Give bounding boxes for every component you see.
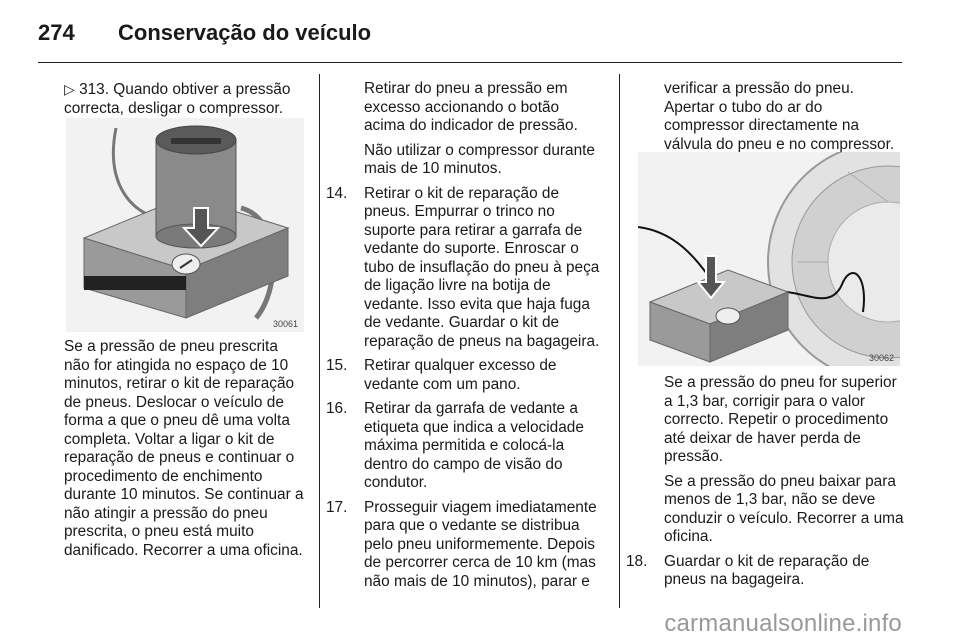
- step-number: 14.: [326, 184, 348, 202]
- pressure-note-1: Se a pressão do pneu for superior a 1,3 bar, corrigir para o valor correcto. Repetir o procedimento até deixar de haver perda de pressão.: [664, 374, 897, 465]
- continued-step-text: verificar a pressão do pneu. Apertar o tubo do ar do compressor directamente na válvula do pneu e no compressor.: [664, 80, 895, 153]
- continued-step-17: [626, 80, 906, 154]
- step-text: Prosseguir viagem imediatamente para que o vedante se distribua pelo pneu uniformemente. Depois de percorrer cerca de 10 km (mas não mais de 10 minutos), parar e: [364, 498, 597, 590]
- page-header: [38, 14, 902, 54]
- list-item: [326, 499, 602, 592]
- section-title: Conservação do veículo: [118, 20, 372, 45]
- compressor-figure: [66, 118, 304, 332]
- header-rule: [38, 62, 902, 63]
- pressure-notes: [626, 374, 908, 547]
- intro-text: 313. Quando obtiver a pressão correcta, desligar o compressor.: [64, 81, 291, 117]
- list-item: [326, 400, 602, 493]
- intro-paragraph: [64, 80, 304, 118]
- step-number: 15.: [326, 357, 348, 374]
- list-item: [326, 357, 602, 394]
- list-item: [326, 185, 602, 352]
- list-item: [626, 553, 908, 590]
- step-text: Retirar da garrafa de vedante a etiqueta que indica a velocidade máxima permitida e colocá-la dentro do campo de visão do condutor.: [364, 400, 584, 491]
- continued-step-text-1: Retirar do pneu a pressão em excesso accionando o botão acima do indicador de pressão.: [364, 80, 578, 134]
- column-divider-1: [319, 74, 320, 608]
- step-text: Retirar o kit de reparação de pneus. Empurrar o trinco no suporte para retirar a garrafa de vedante do suporte. Enroscar o tubo de insuflação do pneu à peça de ligação livre na botija de vedante. Isso evita que haja fuga de vedante. Guardar o kit de reparação de pneus na bagageira.: [364, 184, 600, 350]
- step-text: Retirar qualquer excesso de vedante com um pano.: [364, 357, 557, 393]
- step-number: 16.: [326, 400, 348, 417]
- step-text: Guardar o kit de reparação de pneus na bagageira.: [664, 552, 870, 588]
- continued-step-13: [326, 80, 602, 179]
- left-column-body: [64, 338, 304, 566]
- compressor-illustration: [66, 118, 304, 332]
- continued-step-text-2: Não utilizar o compressor durante mais de 10 minutos.: [364, 141, 595, 177]
- watermark-text: carmanualsonline.info: [664, 610, 902, 637]
- column-divider-2: [619, 74, 620, 608]
- steps-list: [326, 185, 602, 592]
- tyre-inflation-figure: [638, 152, 900, 366]
- pressure-note-2: Se a pressão do pneu baixar para menos de 1,3 bar, não se deve conduzir o veículo. Recorrer a uma oficina.: [664, 472, 904, 545]
- page-number: 274: [38, 20, 75, 45]
- cross-reference-arrow-icon: ▷: [64, 81, 75, 97]
- step-number: 17.: [326, 498, 348, 516]
- left-body-paragraph: Se a pressão de pneu prescrita não for atingida no espaço de 10 minutos, retirar o kit de reparação de pneus. Deslocar o veículo de forma a que o pneu dê uma volta completa. Voltar a ligar o kit de reparação de pneus e continuar o procedimento de enchimento durante 10 minutos. Se continuar a não atingir a pressão do pneu prescrita, o pneu está muito danificado. Recorrer a uma oficina.: [64, 338, 304, 559]
- step-number: 18.: [626, 552, 648, 570]
- middle-column: [326, 80, 602, 597]
- figure-code: 30061: [272, 319, 298, 329]
- right-column-body: [626, 374, 908, 596]
- steps-list-continued: [626, 553, 908, 590]
- tyre-compressor-illustration: [638, 152, 900, 366]
- figure-code: 30062: [868, 353, 894, 363]
- right-column: [626, 80, 906, 160]
